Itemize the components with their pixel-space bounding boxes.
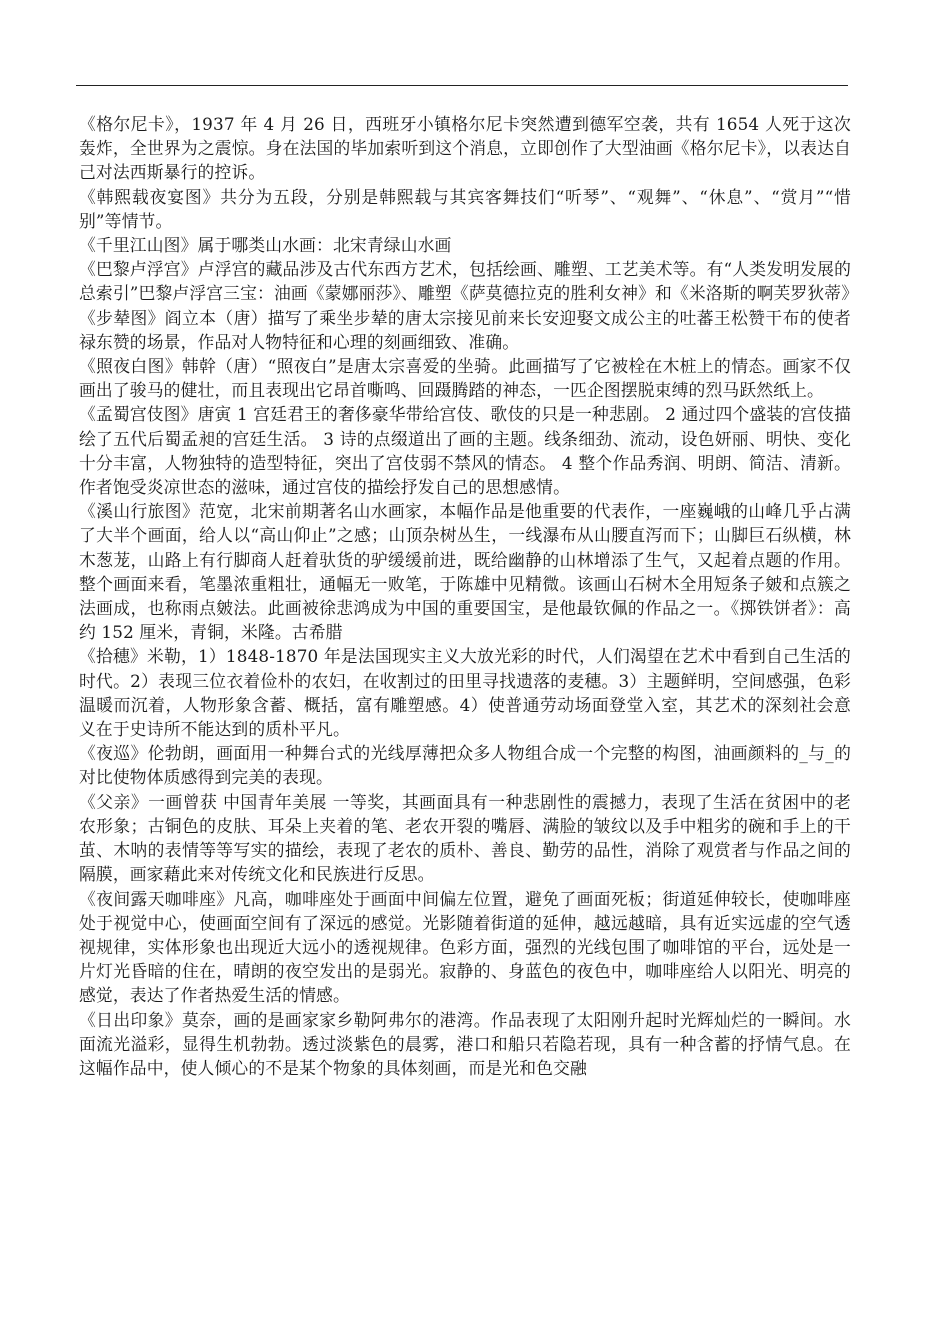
paragraph-night-shining-white: 《照夜白图》韩幹（唐）“照夜白”是唐太宗喜爱的坐骑。此画描写了它被栓在木桩上的情态。画家不仅画出了骏马的健壮，而且表现出它昂首嘶鸣、回蹑腾踏的神态，一匹企图摆脱束缚的烈马跃然纸上。 (79, 356, 851, 401)
paragraph-louvre: 《巴黎卢浮宫》卢浮宫的藏品涉及古代东西方艺术，包括绘画、雕塑、工艺美术等。有“人类发明发展的总索引”巴黎卢浮宫三宝：油画《蒙娜丽莎》、雕塑《萨莫德拉克的胜利女神》和《米洛斯的啊芙罗狄蒂》 (79, 259, 859, 304)
paragraph-thousand-li: 《千里江山图》属于哪类山水画：北宋青绿山水画 (79, 235, 452, 256)
paragraph-guernica: 《格尔尼卡》，1937 年 4 月 26 日，西班牙小镇格尔尼卡突然遭到德军空袭，共有 1654 人死于这次轰炸，全世界为之震惊。身在法国的毕加索听到这个消息，立即创作了大型油画《格尔尼卡》，以表达自己对法西斯暴行的控诉。 (79, 114, 851, 183)
paragraph-night-revels: 《韩熙载夜宴图》共分为五段，分别是韩熙载与其宾客舞技们“听琴”、“观舞”、“休息”、“赏月”“惜别”等情节。 (79, 186, 851, 231)
paragraph-father: 《父亲》一画曾获 中国青年美展 一等奖，其画面具有一种悲剧性的震撼力，表现了生活在贫困中的老农形象；古铜色的皮肤、耳朵上夹着的笔、老农开裂的嘴唇、满脸的皱纹以及手中粗劣的碗和手上的干茧、木呐的表情等等写实的描绘，表现了老农的质朴、善良、勤劳的品性，消除了观赏者与作品之间的隔膜，画家藉此来对传统文化和民族进行反思。 (79, 791, 851, 885)
document-body (79, 112, 859, 1080)
paragraph-impression-sunrise: 《日出印象》莫奈，画的是画家家乡勒阿弗尔的港湾。作品表现了太阳刚升起时光辉灿烂的一瞬间。水面流光溢彩，显得生机勃勃。透过淡紫色的晨雾，港口和船只若隐若现，具有一种含蓄的抒情气息。在这幅作品中，使人倾心的不是某个物象的具体刻画，而是光和色交融 (79, 1009, 851, 1078)
paragraph-palace-ladies: 《孟蜀宫伎图》唐寅 1 宫廷君王的奢侈豪华带给宫伎、歌伎的只是一种悲剧。 2 通过四个盛装的宫伎描绘了五代后蜀孟昶的宫廷生活。 3 诗的点缀道出了画的主题。线条细劲、流动，设色妍丽、明快、变化十分丰富，人物独特的造型特征，突出了宫伎弱不禁风的情态。 4 整个作品秀润、明朗、简洁、清新。作者饱受炎凉世态的滋味，通过宫伎的描绘抒发自己的思想感情。 (79, 404, 851, 498)
header-rule (76, 85, 848, 86)
paragraph-night-watch: 《夜巡》伦勃朗，画面用一种舞台式的光线厚薄把众多人物组合成一个完整的构图，油画颜料的_与_的对比使物体质感得到完美的表现。 (79, 743, 851, 788)
paragraph-travelers-streams: 《溪山行旅图》范宽，北宋前期著名山水画家，本幅作品是他重要的代表作，一座巍峨的山峰几乎占满了大半个画面，给人以“高山仰止”之感；山顶杂树丛生，一线瀑布从山腰直泻而下；山脚巨石纵横，林木葱茏，山路上有行脚商人赶着驮货的驴缓缓前进，既给幽静的山林增添了生气，又起着点题的作用。整个画面来看，笔墨浓重粗壮，通幅无一败笔，于陈雄中见精微。该画山石树木全用短条子皴和点簇之法画成，也称雨点皴法。此画被徐悲鸿成为中国的重要国宝，是他最钦佩的作品之一。《掷铁饼者》：高约 152 厘米，青铜，米隆。古希腊 (79, 501, 851, 643)
paragraph-gleaners: 《拾穗》米勒，1）1848-1870 年是法国现实主义大放光彩的时代，人们渴望在艺术中看到自己生活的时代。2）表现三位衣着俭朴的农妇，在收割过的田里寻找遗落的麦穗。3）主题鲜明，空间感强，色彩温暖而沉着，人物形象含蓄、概括，富有雕塑感。4）使普通劳动场面登堂入室，其艺术的深刻社会意义在于史诗所不能达到的质朴平凡。 (79, 646, 851, 740)
paragraph-bunian-tu: 《步辇图》阎立本（唐）描写了乘坐步辇的唐太宗接见前来长安迎娶文成公主的吐蕃王松赞干布的使者禄东赞的场景，作品对人物特征和心理的刻画细致、准确。 (79, 307, 851, 352)
paragraph-cafe-terrace: 《夜间露天咖啡座》凡高，咖啡座处于画面中间偏左位置，避免了画面死板；街道延伸较长，使咖啡座处于视觉中心，使画面空间有了深远的感觉。光影随着街道的延伸，越远越暗，具有近实远虚的空气透视规律，实体形象也出现近大远小的透视规律。色彩方面，强烈的光线包围了咖啡馆的平台，远处是一片灯光昏暗的住在，晴朗的夜空发出的是弱光。寂静的、身蓝色的夜色中，咖啡座给人以阳光、明亮的感觉，表达了作者热爱生活的情感。 (79, 888, 851, 1006)
